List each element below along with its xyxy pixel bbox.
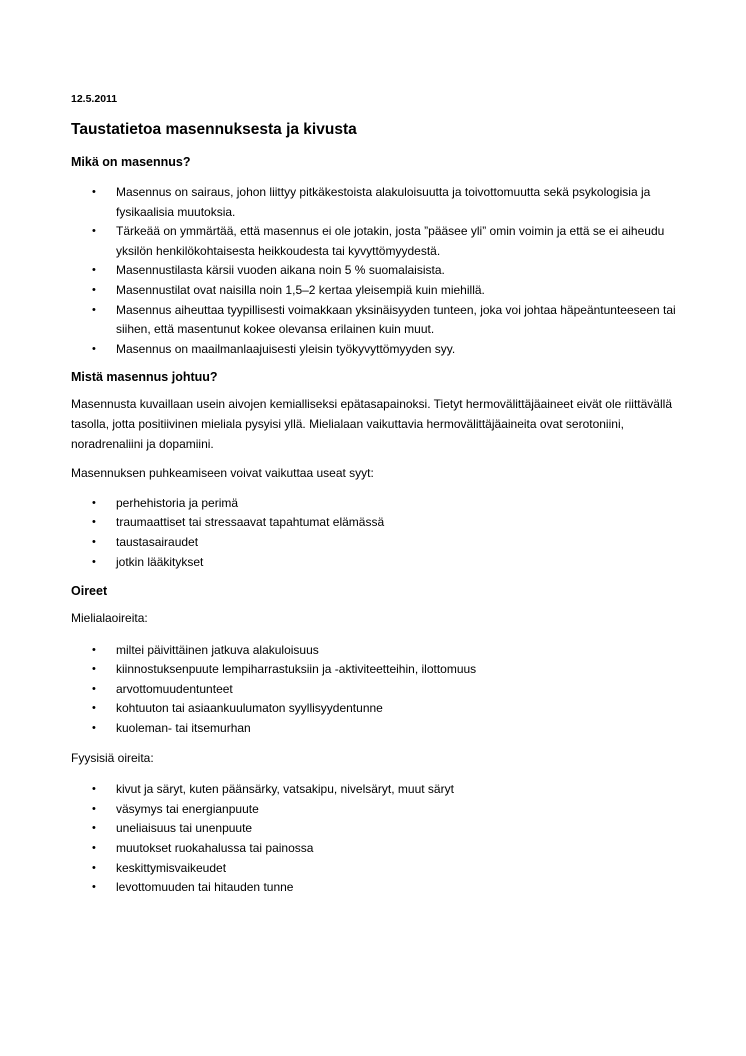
list-item-text: traumaattiset tai stressaavat tapahtumat elämässä <box>116 515 385 530</box>
bullet-icon: • <box>92 555 96 568</box>
bullet-icon: • <box>92 842 96 855</box>
heading-what-is-depression: Mikä on masennus? <box>71 155 191 169</box>
list-item-text: levottomuuden tai hitauden tunne <box>116 880 294 895</box>
paragraph-why-depression: Masennusta kuvaillaan usein aivojen kemialliseksi epätasapainoksi. Tietyt hermovälittäjäaineet eivät ole riittävällä tasolla, jotta positiivinen mieliala pysyisi yllä. Mielialaan vaikuttavia hermovälittäjäaineita ovat serotoniini, noradrenaliini ja dopamiini. <box>71 397 672 451</box>
bullet-icon: • <box>92 643 96 656</box>
causes-intro: Masennuksen puhkeamiseen voivat vaikuttaa useat syyt: <box>71 466 374 481</box>
bullet-icon: • <box>92 516 96 529</box>
bullet-icon: • <box>92 881 96 894</box>
document-title: Taustatietoa masennuksesta ja kivusta <box>71 121 357 138</box>
bullet-icon: • <box>92 303 96 316</box>
document-date: 12.5.2011 <box>71 93 118 105</box>
list-item <box>71 719 681 739</box>
bullet-icon: • <box>92 722 96 735</box>
list-item <box>71 839 681 859</box>
list-item-text: jotkin lääkitykset <box>116 554 204 569</box>
list-item-text: taustasairaudet <box>116 534 199 549</box>
list-item <box>71 301 681 340</box>
bullet-icon: • <box>92 783 96 796</box>
list-item <box>71 680 681 700</box>
list-item-text: miltei päivittäinen jatkuva alakuloisuus <box>116 642 319 657</box>
list-item <box>71 494 681 514</box>
list-physical-symptoms <box>71 780 681 898</box>
list-causes <box>71 494 681 572</box>
list-item <box>71 819 681 839</box>
list-item <box>71 261 681 281</box>
list-item <box>71 553 681 573</box>
bullet-icon: • <box>92 283 96 296</box>
list-item <box>71 699 681 719</box>
bullet-icon: • <box>92 702 96 715</box>
heading-symptoms: Oireet <box>71 584 108 599</box>
list-item <box>71 513 681 533</box>
list-item <box>71 641 681 661</box>
list-mood-symptoms <box>71 641 681 739</box>
list-item-text: uneliaisuus tai unenpuute <box>116 821 253 836</box>
bullet-icon: • <box>92 822 96 835</box>
list-item <box>71 859 681 879</box>
list-item-text: Tärkeää on ymmärtää, että masennus ei ole jotakin, josta ”pääsee yli” omin voimin ja että se ei aiheudu yksilön henkilökohtaisesta heikkoudesta tai kyvyttömyydestä. <box>116 224 665 258</box>
list-item-text: kuoleman- tai itsemurhan <box>116 721 251 736</box>
list-what-is-depression <box>71 183 681 359</box>
list-item <box>71 878 681 898</box>
list-item-text: Masennus on sairaus, johon liittyy pitkäkestoista alakuloisuutta ja toivottomuutta sekä psykologisia ja fysikaalisia muutoksia. <box>116 185 651 219</box>
list-item-text: muutokset ruokahalussa tai painossa <box>116 841 314 856</box>
list-item-text: arvottomuudentunteet <box>116 681 233 696</box>
list-item-text: Masennus aiheuttaa tyypillisesti voimakkaan yksinäisyyden tunteen, joka voi johtaa häpeäntunteeseen tai siihen, että masentunut kokee olevansa erilainen kuin muut. <box>116 302 676 337</box>
bullet-icon: • <box>92 225 96 238</box>
document-page <box>71 90 681 898</box>
list-item <box>71 660 681 680</box>
physical-symptoms-intro: Fyysisiä oireita: <box>71 750 154 765</box>
list-item-text: perhehistoria ja perimä <box>116 495 239 510</box>
list-item <box>71 281 681 301</box>
bullet-icon: • <box>92 186 96 198</box>
heading-why-depression: Mistä masennus johtuu? <box>71 370 218 385</box>
bullet-icon: • <box>92 342 96 355</box>
list-item <box>71 340 681 360</box>
list-item <box>71 533 681 553</box>
list-item <box>71 800 681 820</box>
bullet-icon: • <box>92 861 96 874</box>
list-item-text: Masennustilasta kärsii vuoden aikana noin 5 % suomalaisista. <box>116 263 445 278</box>
bullet-icon: • <box>92 264 96 277</box>
list-item-text: kivut ja säryt, kuten päänsärky, vatsakipu, nivelsäryt, muut säryt <box>116 782 454 797</box>
list-item-text: kohtuuton tai asiaankuulumaton syyllisyydentunne <box>116 701 383 716</box>
bullet-icon: • <box>92 535 96 548</box>
list-item-text: väsymys tai energianpuute <box>116 801 259 816</box>
bullet-icon: • <box>92 663 96 676</box>
list-item <box>71 222 681 261</box>
list-item <box>71 183 681 222</box>
bullet-icon: • <box>92 802 96 815</box>
bullet-icon: • <box>92 682 96 695</box>
mood-symptoms-intro: Mielialaoireita: <box>71 611 148 626</box>
list-item-text: kiinnostuksenpuute lempiharrastuksiin ja -aktiviteetteihin, ilottomuus <box>116 662 477 677</box>
list-item-text: Masennustilat ovat naisilla noin 1,5–2 kertaa yleisempiä kuin miehillä. <box>116 282 485 297</box>
bullet-icon: • <box>92 496 96 509</box>
list-item-text: keskittymisvaikeudet <box>116 860 227 875</box>
list-item <box>71 780 681 800</box>
list-item-text: Masennus on maailmanlaajuisesti yleisin työkyvyttömyyden syy. <box>116 341 456 356</box>
